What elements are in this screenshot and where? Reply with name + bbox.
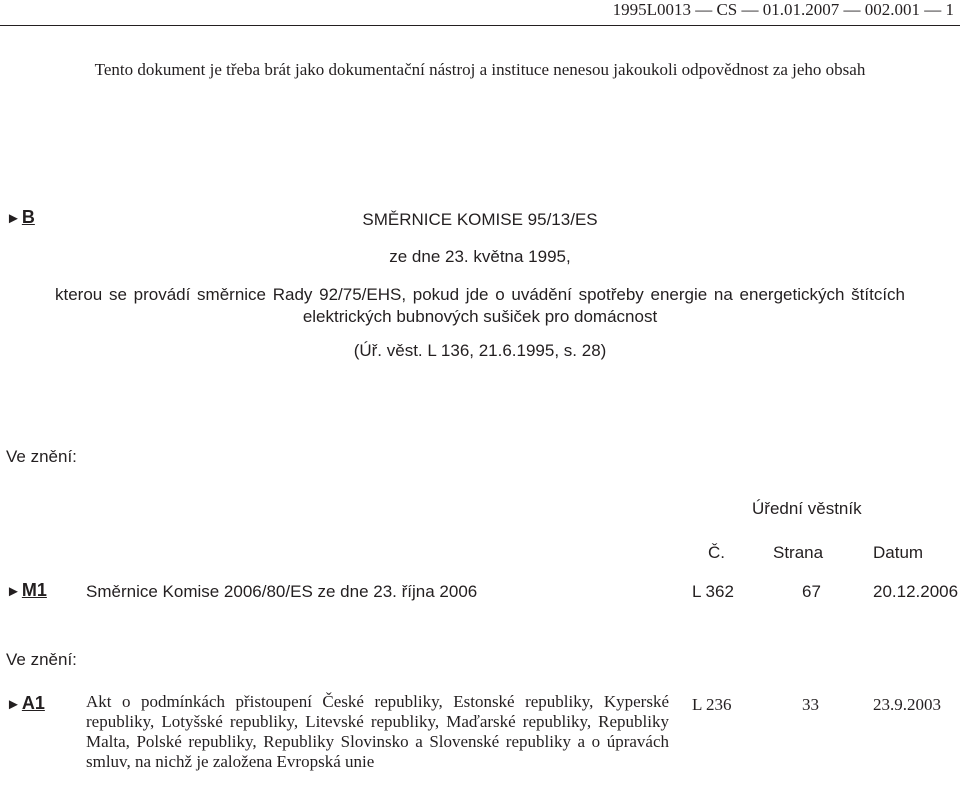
document-reference: 1995L0013 — CS — 01.01.2007 — 002.001 — 1 bbox=[612, 0, 954, 19]
header-divider bbox=[0, 25, 960, 26]
amendment-title: Směrnice Komise 2006/80/ES ze dne 23. října 2006 bbox=[86, 582, 478, 601]
act-subtitle: kterou se provádí směrnice Rady 92/75/EHS, pokud jde o uvádění spotřeby energie na energetických štítcích elektrických bubnových sušiček pro domácnost bbox=[55, 285, 905, 326]
column-header-number: Č. bbox=[708, 543, 725, 562]
journal-date: 23.9.2003 bbox=[873, 695, 941, 714]
journal-header: Úřední věstník bbox=[752, 499, 862, 518]
disclaimer-text: Tento dokument je třeba brát jako dokumentační nástroj a instituce nenesou jakoukoli odpovědnost za jeho obsah bbox=[94, 60, 866, 79]
journal-number: L 362 bbox=[692, 582, 734, 601]
amendment-title: Akt o podmínkách přistoupení České republiky, Estonské republiky, Kyperské republiky, Lotyšské republiky, Litevské republiky, Maďarské republiky, Republiky Malta, Polské republiky, Republiky Slovinsko a Slovenské republiky a o úpravách smluv, na nichž je založena Evropská unie bbox=[86, 692, 669, 771]
triangle-right-icon: ► bbox=[6, 696, 22, 713]
act-title: SMĚRNICE KOMISE 95/13/ES bbox=[362, 210, 598, 229]
marker-code: B bbox=[21, 207, 35, 227]
triangle-right-icon: ► bbox=[6, 583, 22, 600]
journal-page: 67 bbox=[802, 582, 821, 601]
journal-page: 33 bbox=[802, 695, 819, 714]
triangle-right-icon: ► bbox=[6, 210, 22, 227]
act-date: ze dne 23. května 1995, bbox=[389, 247, 571, 266]
amendment-marker[interactable] bbox=[6, 580, 47, 601]
column-header-page: Strana bbox=[773, 543, 824, 562]
journal-date: 20.12.2006 bbox=[873, 582, 959, 601]
marker-code: M1 bbox=[21, 580, 47, 600]
amended-by-label: Ve znění: bbox=[6, 447, 77, 466]
amended-by-label: Ve znění: bbox=[6, 650, 77, 669]
marker-code: A1 bbox=[21, 693, 45, 713]
amendment-marker[interactable] bbox=[6, 693, 45, 714]
journal-number: L 236 bbox=[692, 695, 732, 714]
act-publication: (Úř. věst. L 136, 21.6.1995, s. 28) bbox=[353, 341, 607, 360]
column-header-date: Datum bbox=[873, 543, 924, 562]
